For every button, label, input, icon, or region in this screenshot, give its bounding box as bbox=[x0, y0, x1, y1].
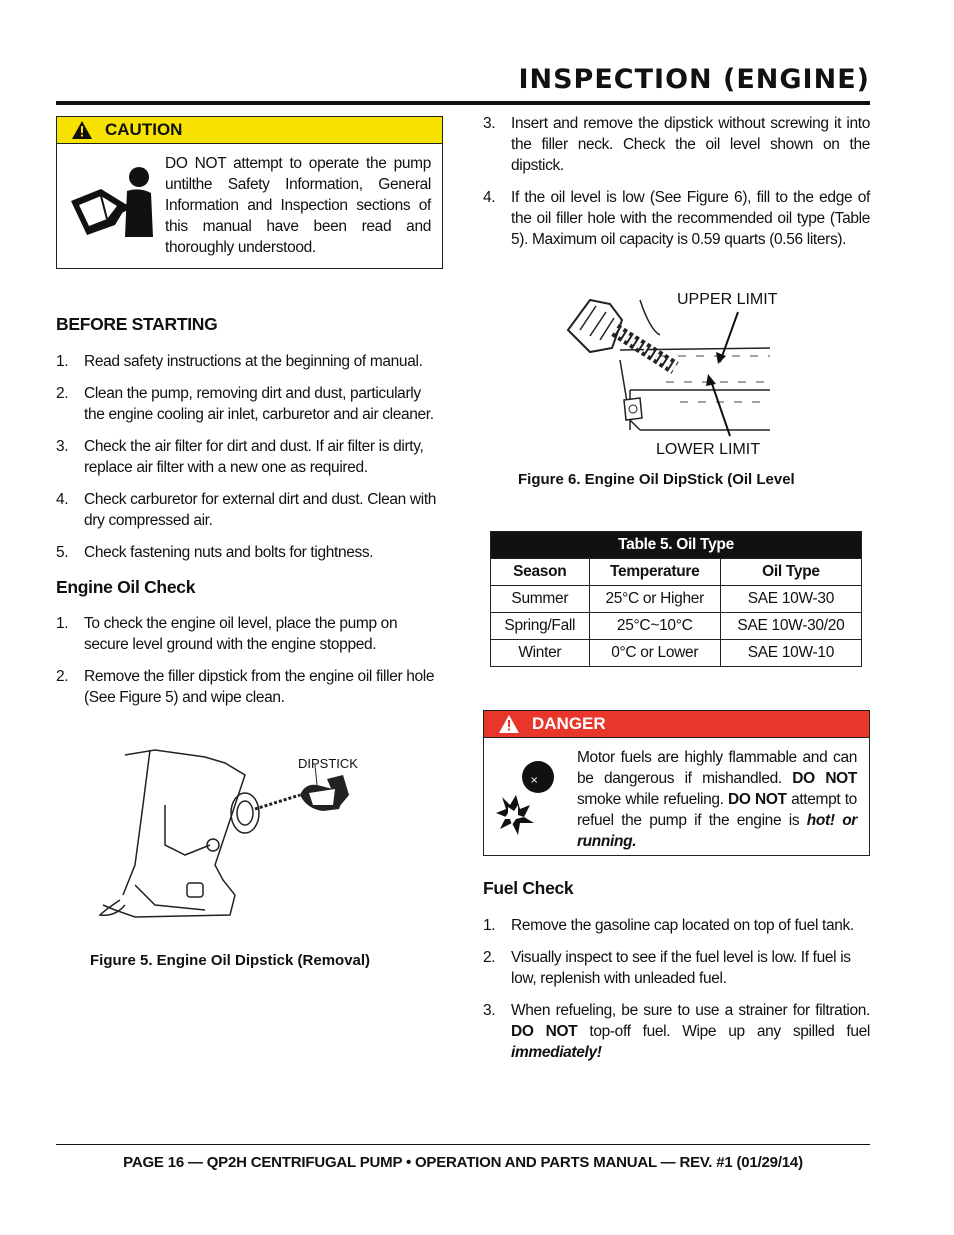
dipstick-label: DIPSTICK bbox=[298, 756, 358, 771]
column-header: Temperature bbox=[589, 559, 720, 586]
lower-limit-label: LOWER LIMIT bbox=[656, 441, 761, 458]
list-item: 4. Check carburetor for external dirt and dust. Clean with dry compressed air. bbox=[56, 491, 437, 529]
figure-6-caption: Figure 6. Engine Oil DipStick (Oil Level bbox=[518, 471, 795, 488]
list-item: 3. Insert and remove the dipstick without screwing it into the filler neck. Check the oil level shown on the dipstick. bbox=[483, 115, 870, 174]
header-rule bbox=[56, 101, 870, 105]
list-item: 3. When refueling, be sure to use a strainer for filtration. DO NOT top-off fuel. Wipe up any spilled fuel immediately! bbox=[483, 1002, 870, 1061]
warning-triangle-icon bbox=[498, 714, 520, 734]
column-header: Season bbox=[491, 559, 590, 586]
danger-text: Motor fuels are highly flammable and can be dangerous if mishandled. DO NOT smoke while refueling. DO NOT attempt to refuel the pump if the engine is hot! or running. bbox=[577, 749, 857, 850]
footer-rule bbox=[56, 1144, 870, 1145]
danger-header bbox=[484, 711, 869, 738]
warning-triangle-icon bbox=[71, 120, 93, 140]
caution-label: CAUTION bbox=[105, 120, 183, 139]
figure-5-caption: Figure 5. Engine Oil Dipstick (Removal) bbox=[90, 952, 371, 969]
before-starting-heading: BEFORE STARTING bbox=[56, 314, 218, 334]
list-item: 5. Check fastening nuts and bolts for tightness. bbox=[56, 544, 374, 561]
table-row: Summer 25°C or Higher SAE 10W-30 bbox=[491, 586, 862, 613]
table-header-row bbox=[491, 559, 862, 586]
danger-box bbox=[483, 710, 870, 856]
table-row: Spring/Fall 25°C~10°C SAE 10W-30/20 bbox=[491, 613, 862, 640]
before-starting-list bbox=[56, 351, 443, 574]
table-row: Winter 0°C or Lower SAE 10W-10 bbox=[491, 640, 862, 667]
fuel-check-heading: Fuel Check bbox=[483, 878, 574, 898]
list-item: 1. To check the engine oil level, place the pump on secure level ground with the engine stopped. bbox=[56, 615, 398, 653]
page-footer: PAGE 16 — QP2H CENTRIFUGAL PUMP • OPERATION AND PARTS MANUAL — REV. #1 (01/29/14) bbox=[123, 1154, 803, 1171]
figure-6-illustration bbox=[560, 290, 780, 440]
table-caption: Table 5. Oil Type bbox=[491, 532, 862, 559]
column-header: Oil Type bbox=[720, 559, 861, 586]
oil-type-table bbox=[490, 531, 862, 667]
caution-header bbox=[57, 117, 442, 144]
page-title: INSPECTION (ENGINE) bbox=[518, 64, 870, 95]
engine-oil-heading: Engine Oil Check bbox=[56, 577, 196, 597]
list-item: 1. Remove the gasoline cap located on top of fuel tank. bbox=[483, 917, 854, 934]
svg-text:×: × bbox=[530, 775, 539, 786]
explosion-icon bbox=[494, 755, 564, 835]
list-item: 2. Remove the filler dipstick from the engine oil filler hole (See Figure 5) and wipe clean. bbox=[56, 668, 435, 706]
list-item: 1. Read safety instructions at the beginning of manual. bbox=[56, 353, 423, 370]
list-item: 2. Visually inspect to see if the fuel level is low. If fuel is low, replenish with unleaded fuel. bbox=[483, 949, 851, 987]
upper-limit-label: UPPER LIMIT bbox=[677, 291, 778, 308]
engine-oil-list bbox=[56, 613, 443, 719]
read-manual-icon bbox=[67, 165, 177, 245]
list-item: 4. If the oil level is low (See Figure 6), fill to the edge of the oil filler hole with the recommended oil type (Table 5). Maximum oil capacity is 0.59 quarts (0.56 liters). bbox=[483, 189, 870, 248]
fuel-check-list bbox=[483, 915, 870, 1074]
list-item: 3. Check the air filter for dirt and dust. If air filter is dirty, replace air filter with a new one as required. bbox=[56, 438, 424, 476]
list-item: 2. Clean the pump, removing dirt and dust, particularly the engine cooling air inlet, carburetor and air cleaner. bbox=[56, 385, 434, 423]
figure-5-illustration bbox=[95, 745, 370, 925]
danger-label: DANGER bbox=[532, 714, 606, 733]
caution-box bbox=[56, 116, 443, 269]
engine-oil-list-continued bbox=[483, 113, 870, 261]
caution-text: DO NOT attempt to operate the pump untilthe Safety Information, General Information and Inspection sections of this manual have been read and thoroughly understood. bbox=[165, 155, 431, 256]
